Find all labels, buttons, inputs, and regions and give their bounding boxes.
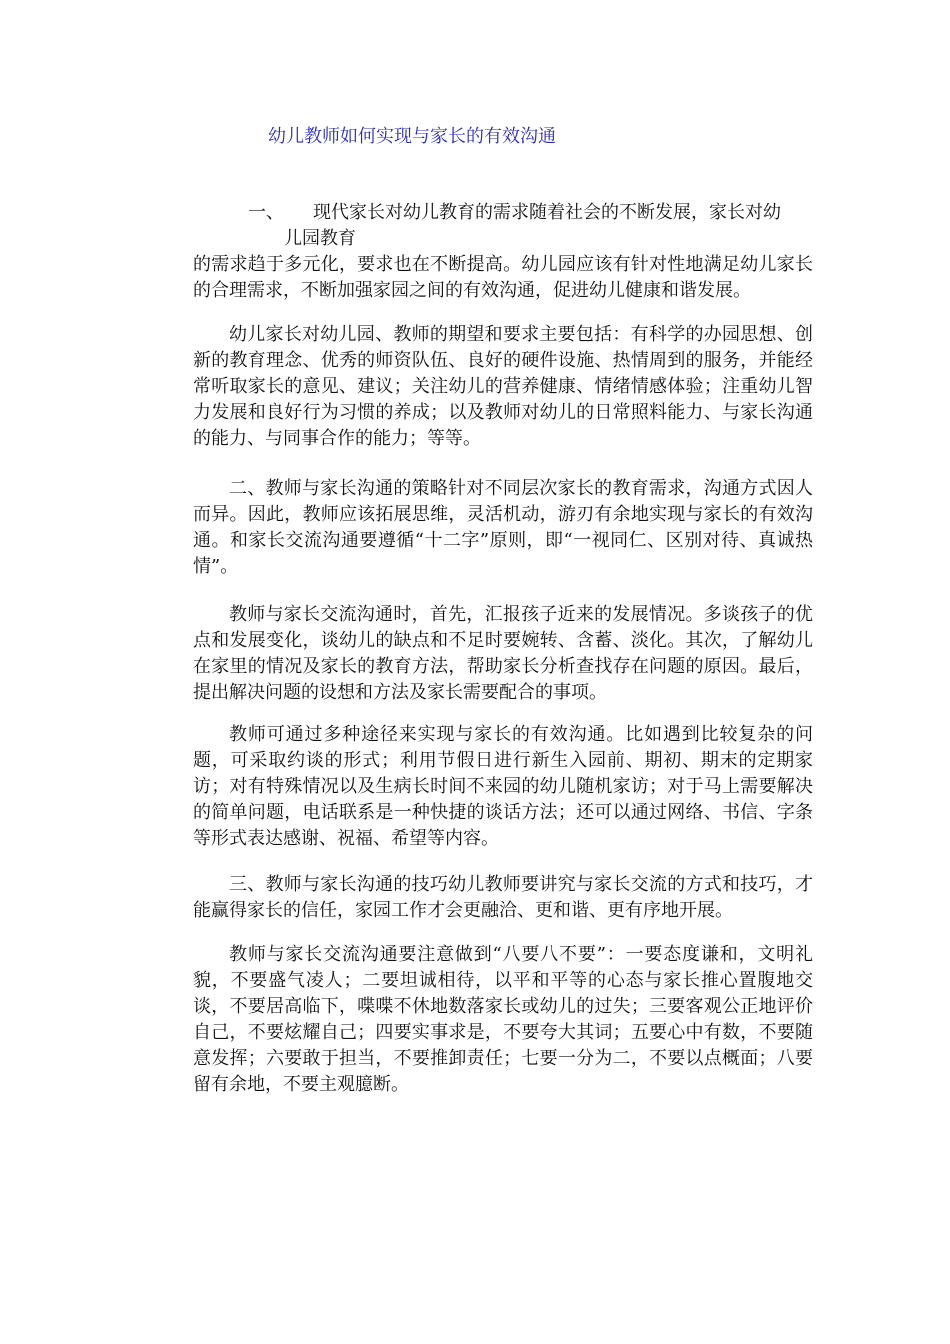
section-one-number: 一、 [248, 202, 284, 223]
paragraph-eight-dos-donts: 教师与家长交流沟通要注意做到“八要八不要”：一要态度谦和，文明礼貌，不要盛气凌人；二要坦诚相待，以平和平等的心态与家长推心置腹地交谈，不要居高临下，喋喋不休地数落家长或幼儿的过失；三要客观公正地评价自己，不要炫耀自己；四要实事求是，不要夸大其词；五要心中有数，不要随意发挥；六要敢于担当，不要推卸责任；七要一分为二，不要以点概面；八要留有余地，不要主观臆断。 [193, 944, 813, 1095]
section-one-heading [248, 200, 818, 252]
section-one-continuation: 的需求趋于多元化，要求也在不断提高。幼儿园应该有针对性地满足幼儿家长的合理需求，不断加强家园之间的有效沟通，促进幼儿健康和谐发展。 [193, 254, 813, 301]
section-one-heading-line2: 儿园教育 [284, 228, 356, 249]
paragraph-report-progress: 教师与家长交流沟通时，首先，汇报孩子近来的发展情况。多谈孩子的优点和发展变化，谈幼儿的缺点和不足时要婉转、含蓄、淡化。其次，了解幼儿在家里的情况及家长的教育方法，帮助家长分析查找存在问题的原因。最后，提出解决问题的设想和方法及家长需要配合的事项。 [193, 604, 813, 703]
paragraph-parent-expectations: 幼儿家长对幼儿园、教师的期望和要求主要包括：有科学的办园思想、创新的教育理念、优秀的师资队伍、良好的硬件设施、热情周到的服务，并能经常听取家长的意见、建议；关注幼儿的营养健康、情绪情感体验；注重幼儿智力发展和良好行为习惯的养成；以及教师对幼儿的日常照料能力、与家长沟通的能力、与同事合作的能力；等等。 [193, 324, 813, 449]
section-one-heading-line1: 现代家长对幼儿教育的需求随着社会的不断发展，家长对幼 [313, 202, 781, 223]
document-title: 幼儿教师如何实现与家长的有效沟通 [268, 126, 556, 147]
paragraph-communication-channels: 教师可通过多种途径来实现与家长的有效沟通。比如遇到比较复杂的问题，可采取约谈的形式；利用节假日进行新生入园前、期初、期末的定期家访；对有特殊情况以及生病长时间不来园的幼儿随机家访；对于马上需要解决的简单问题，电话联系是一种快捷的谈话方法；还可以通过网络、书信、字条等形式表达感谢、祝福、希望等内容。 [193, 724, 813, 849]
paragraph-communication-strategy: 二、教师与家长沟通的策略针对不同层次家长的教育需求，沟通方式因人而异。因此，教师应该拓展思维，灵活机动，游刃有余地实现与家长的有效沟通。和家长交流沟通要遵循“十二字”原则，即“一视同仁、区别对待、真诚热情”。 [193, 478, 813, 577]
paragraph-communication-skills: 三、教师与家长沟通的技巧幼儿教师要讲究与家长交流的方式和技巧，才能赢得家长的信任，家园工作才会更融洽、更和谐、更有序地开展。 [193, 874, 813, 921]
